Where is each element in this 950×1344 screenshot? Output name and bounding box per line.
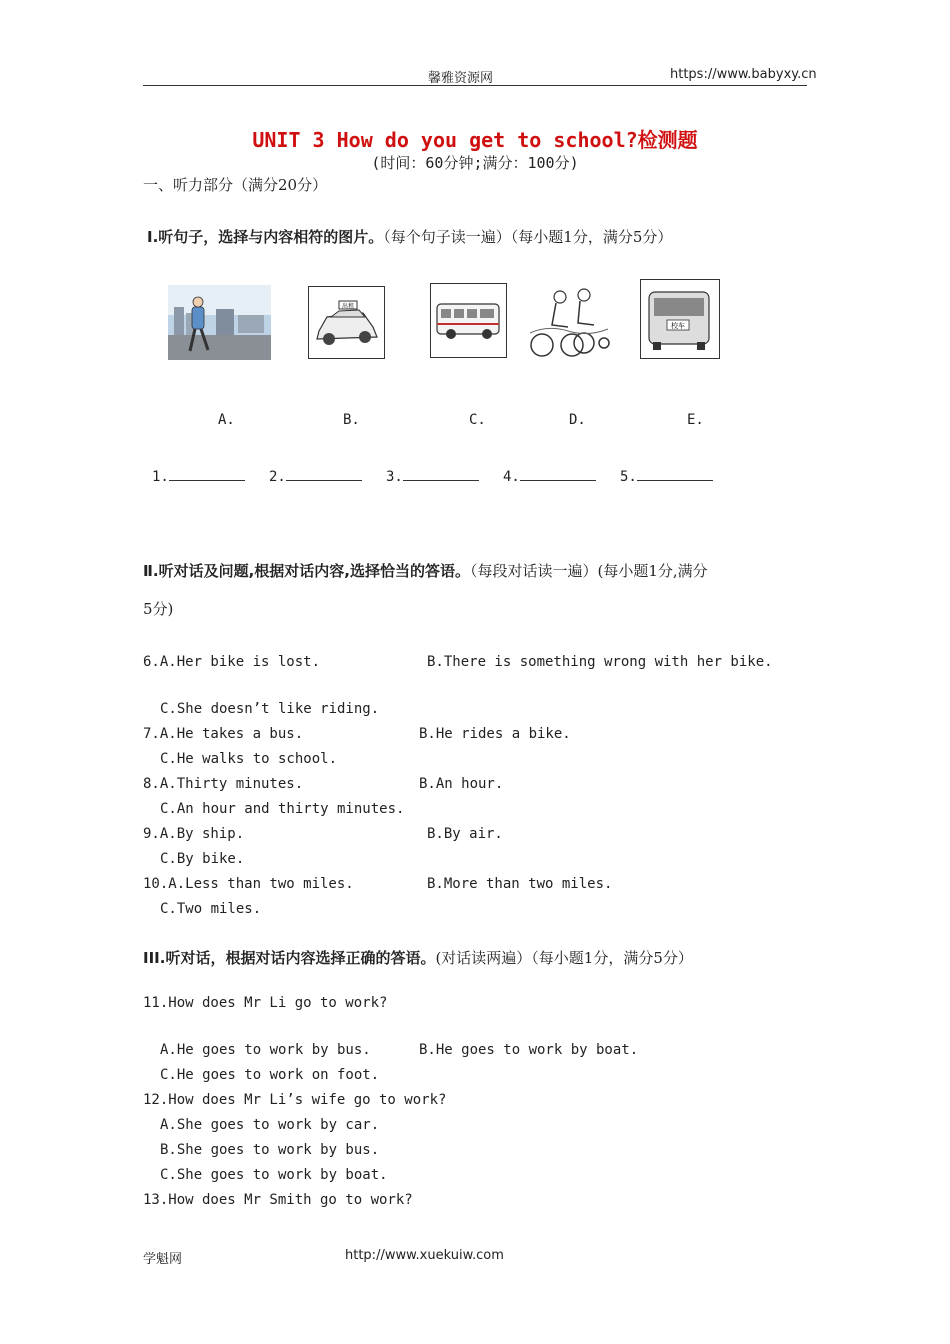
section2-heading: [143, 560, 708, 581]
q8-option-c: C.An hour and thirty minutes.: [160, 801, 405, 817]
q10-option-c: C.Two miles.: [160, 901, 262, 917]
q12-option-a: A.She goes to work by car.: [160, 1117, 380, 1133]
section2-heading-bold: Ⅱ.听对话及问题,根据对话内容,选择恰当的答语。: [143, 562, 470, 580]
picture-e-school-bus-icon: [640, 279, 720, 359]
answer-blank-2[interactable]: [269, 468, 362, 485]
picture-letter-d: D.: [569, 412, 586, 428]
picture-letter-b: B.: [343, 412, 360, 428]
q13-question: 13.How does Mr Smith go to work?: [143, 1192, 413, 1208]
answer-blank-4[interactable]: [503, 468, 596, 485]
q6-option-c: C.She doesn’t like riding.: [160, 701, 380, 717]
taxi-sign: 出租: [341, 303, 355, 310]
section1-heading: [147, 226, 672, 247]
q10-option-b: B.More than two miles.: [427, 876, 613, 892]
header-site-name: 馨雅资源网: [428, 71, 494, 86]
q11-option-a: A.He goes to work by bus.: [160, 1042, 371, 1058]
picture-d-cyclists-icon: [528, 285, 610, 360]
picture-letter-e: E.: [687, 412, 704, 428]
q7-option-a: 7.A.He takes a bus.: [143, 726, 304, 742]
blank-number: 4.: [503, 469, 520, 485]
section2-heading-note: （每段对话读一遍）(每小题1分,满分: [469, 562, 708, 580]
q11-option-b: B.He goes to work by boat.: [419, 1042, 639, 1058]
picture-a-walking-boy-icon: [168, 285, 271, 360]
section3-heading: [143, 947, 693, 968]
blank-number: 1.: [152, 469, 169, 485]
q8-option-a: 8.A.Thirty minutes.: [143, 776, 304, 792]
section1-heading-note: （每个句子读一遍）（每小题1分，满分5分）: [383, 228, 673, 246]
page-subtitle: (时间：60分钟;满分：100分): [371, 154, 579, 172]
answer-blank-5[interactable]: [620, 468, 713, 485]
q11-question: 11.How does Mr Li go to work?: [143, 995, 388, 1011]
q9-option-c: C.By bike.: [160, 851, 245, 867]
section2-heading-cont: 5分): [143, 600, 174, 618]
header-rule: [143, 85, 807, 86]
title-main: UNIT 3 How do you get to school?: [252, 128, 638, 152]
section3-heading-note: (对话读两遍）（每小题1分，满分5分）: [435, 949, 693, 967]
q9-option-a: 9.A.By ship.: [143, 826, 245, 842]
blank-number: 5.: [620, 469, 637, 485]
q6-option-a: 6.A.Her bike is lost.: [143, 654, 321, 670]
q11-option-c: C.He goes to work on foot.: [160, 1067, 380, 1083]
q12-option-b: B.She goes to work by bus.: [160, 1142, 380, 1158]
q6-option-b: B.There is something wrong with her bike.: [427, 654, 773, 670]
page-title: [0, 124, 950, 153]
blank-number: 3.: [386, 469, 403, 485]
picture-letter-a: A.: [218, 412, 235, 428]
header-site-url[interactable]: https://www.babyxy.cn: [670, 67, 817, 82]
q10-option-a: 10.A.Less than two miles.: [143, 876, 354, 892]
q7-option-b: B.He rides a bike.: [419, 726, 571, 742]
q7-option-c: C.He walks to school.: [160, 751, 338, 767]
picture-c-bus-icon: [430, 283, 507, 358]
q8-option-b: B.An hour.: [419, 776, 504, 792]
q12-question: 12.How does Mr Li’s wife go to work?: [143, 1092, 447, 1108]
answer-blank-1[interactable]: [152, 468, 245, 485]
footer-site-url[interactable]: http://www.xuekuiw.com: [345, 1248, 504, 1263]
picture-letter-c: C.: [469, 412, 486, 428]
part1-heading: 一、听力部分（满分20分）: [143, 176, 328, 194]
title-suffix: 检测题: [637, 128, 698, 152]
footer-site-name: 学魁网: [143, 1252, 183, 1267]
picture-b-taxi-icon: [308, 286, 385, 359]
blank-number: 2.: [269, 469, 286, 485]
section3-heading-bold: III.听对话，根据对话内容选择正确的答语。: [143, 949, 436, 967]
section1-heading-bold: Ⅰ.听句子，选择与内容相符的图片。: [147, 228, 384, 246]
answer-blank-3[interactable]: [386, 468, 479, 485]
q12-option-c: C.She goes to work by boat.: [160, 1167, 388, 1183]
q9-option-b: B.By air.: [427, 826, 503, 842]
school-bus-sign: 校车: [671, 322, 685, 330]
